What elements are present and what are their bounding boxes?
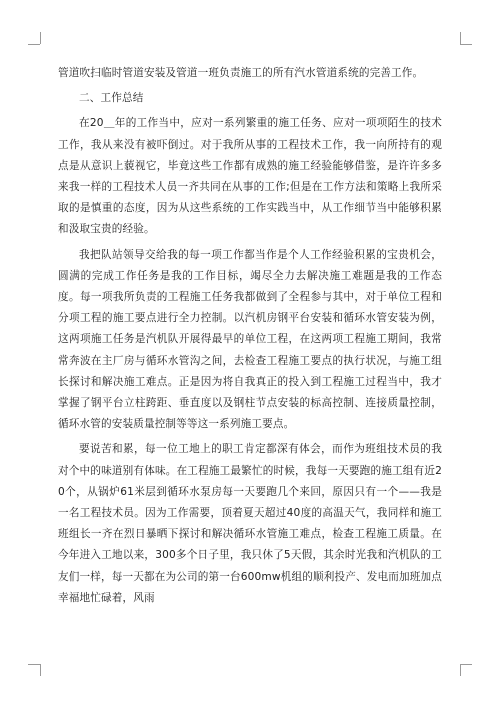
crop-mark-bottom-left-v bbox=[40, 664, 41, 676]
crop-mark-bottom-right-v bbox=[460, 664, 461, 676]
crop-mark-top-right-h bbox=[460, 44, 472, 45]
crop-mark-bottom-right-h bbox=[460, 664, 472, 665]
crop-mark-top-left-v bbox=[40, 32, 41, 44]
crop-mark-bottom-left-h bbox=[28, 664, 40, 665]
section-heading-work-summary: 二、工作总结 bbox=[79, 92, 144, 105]
document-body bbox=[58, 63, 442, 609]
crop-mark-top-left-h bbox=[28, 44, 40, 45]
crop-mark-top-right-v bbox=[460, 32, 461, 44]
paragraph-pipe-cleaning: 管道吹扫临时管道安装及管道一班负责施工的所有汽水管道系统的完善工作。 bbox=[58, 67, 424, 79]
paragraph-work-attitude: 我把队站领导交给我的每一项工作都当作是个人工作经验积累的宝贵机会，圆满的完成工作任务是我的工作目标，竭尽全力去解决施工难题是我的工作态度。每一项我所负责的工程施工任务我都做到了全程参与其中，对于单位工程和分项工程的施工要点进行全力控制。以汽机房钢平台安装和循环水管安装为例，这两项施工任务是汽机队开展得最早的单位工程，在这两项工程施工期间，我常常奔波在主厂房与循环水管沟之间，去检查工程施工要点的执行状况，与施工组长探讨和解决施工难点。正是因为将自我真正的投入到工程施工过程当中，我才掌握了钢平台立柱跨距、垂直度以及钢柱节点安装的标高控制、连接质量控制，循环水管的安装质量控制等等这一系列施工要点。 bbox=[58, 248, 442, 431]
paragraph-hardship: 要说苦和累，每一位工地上的职工肯定都深有体会，而作为班组技术员的我对个中的味道别有体味。在工程施工最繁忙的时候，我每一天要跑的施工组有近20个，从锅炉61米层到循环水泵房每一天要跑几个来回，原因只有一个——我是一名工程技术员。因为工作需要，顶着夏天超过40度的高温天气，我同样和施工班组长一齐在烈日暴晒下探讨和解决循环水管施工难点，检查工程施工质量。在今年进入工地以来，300多个日子里，我只休了5天假，其余时光我和汽机队的工友们一样，每一天都在为公司的第一台600mw机组的顺利投产、发电而加班加点幸福地忙碌着，风雨 bbox=[58, 443, 442, 604]
paragraph-summary-intro: 在20＿年的工作当中，应对一系列繁重的施工任务、应对一项项陌生的技术工作，我从来没有被吓倒过。对于我所从事的工程技术工作，我一向所持有的观点是从意识上藐视它，毕竟这些工作都有成熟的施工经验能够借鉴，是许许多多来我一样的工程技术人员一齐共同在从事的工作;但是在工作方法和策略上我所采取的是慎重的态度，因为从这些系统的工作实践当中，从工作细节当中能够积累和汲取宝贵的经验。 bbox=[58, 117, 442, 236]
